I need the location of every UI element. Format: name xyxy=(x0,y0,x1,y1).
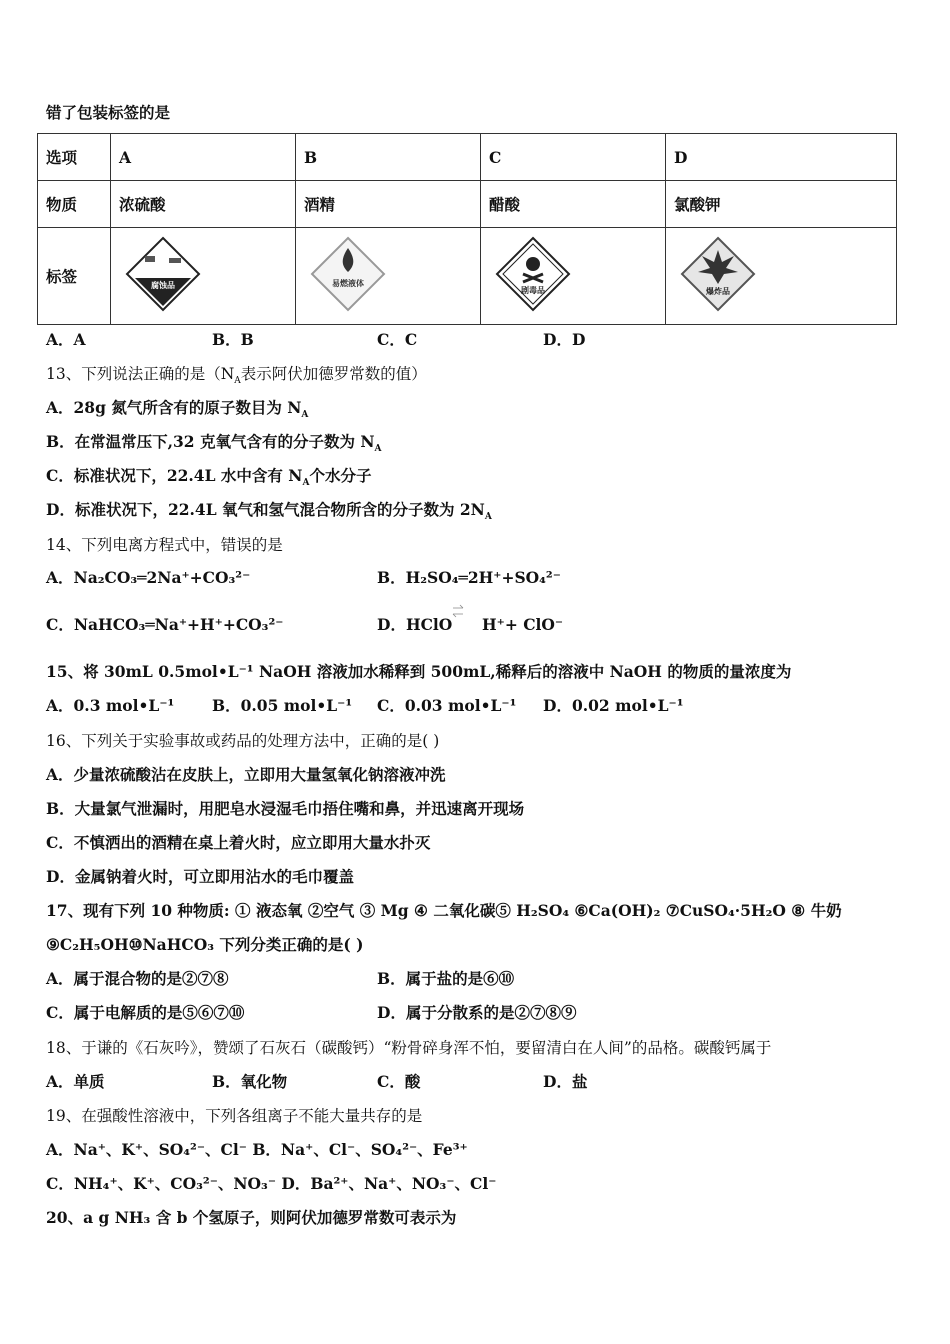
q14-choice-b: B．H₂SO₄═2H⁺+SO₄²⁻ xyxy=(377,568,561,587)
q13-a-sub: A xyxy=(301,410,309,421)
q16-choice-a: A．少量浓硫酸沾在皮肤上，立即用大量氢氧化钠溶液冲洗 xyxy=(46,765,446,784)
q17-choice-c: C．属于电解质的是⑤⑥⑦⑩ xyxy=(46,1003,245,1022)
q15-choice-b: B．0.05 mol•L⁻¹ xyxy=(212,696,353,715)
th-b: B xyxy=(296,134,481,181)
q17-choice-d: D．属于分散系的是②⑦⑧⑨ xyxy=(377,1003,577,1022)
substance-c: 醋酸 xyxy=(481,181,666,228)
q19-choices-cd: C．NH₄⁺、K⁺、CO₃²⁻、NO₃⁻ D．Ba²⁺、Na⁺、NO₃⁻、Cl⁻ xyxy=(46,1174,497,1193)
q15-choice-d: D．0.02 mol•L⁻¹ xyxy=(543,696,684,715)
q13-a-text: A．28g 氮气所含有的原子数目为 N xyxy=(46,398,302,417)
q17-choice-a: A．属于混合物的是②⑦⑧ xyxy=(46,969,229,988)
q13-stem xyxy=(46,364,427,391)
reversible-arrow-icon xyxy=(452,604,464,618)
flammable-label-text: 易燃液体 xyxy=(332,279,364,288)
q18-choice-b: B．氧化物 xyxy=(212,1072,288,1091)
q13-choice-b xyxy=(46,432,382,459)
q13-c-sub: A xyxy=(302,478,310,489)
substance-b: 酒精 xyxy=(296,181,481,228)
label-cell-c xyxy=(481,228,666,325)
q13-stem-sub: A xyxy=(234,376,241,387)
substance-a: 浓硫酸 xyxy=(111,181,296,228)
q18-choice-c: C．酸 xyxy=(377,1072,421,1091)
q14-choice-a: A．Na₂CO₃═2Na⁺+CO₃²⁻ xyxy=(46,568,251,587)
th-a: A xyxy=(111,134,296,181)
intro-text: 错了包装标签的是 xyxy=(46,103,171,122)
corrosive-label-text: 腐蚀品 xyxy=(151,281,175,290)
q13-b-sub: A xyxy=(374,444,382,455)
explosive-label-icon xyxy=(680,236,756,312)
options-table xyxy=(37,133,897,325)
q12-choice-a: A．A xyxy=(46,330,86,349)
label-cell-b xyxy=(296,228,481,325)
q13-choice-a xyxy=(46,398,308,425)
q16-choice-d: D．金属钠着火时，可立即用沾水的毛巾覆盖 xyxy=(46,867,354,886)
q13-c-tail: 个水分子 xyxy=(309,466,372,485)
q20-stem: 20、a g NH₃ 含 b 个氢原子，则阿伏加德罗常数可表示为 xyxy=(46,1208,457,1227)
flammable-label-icon xyxy=(310,236,386,312)
q13-choice-c xyxy=(46,466,371,493)
q18-choice-a: A．单质 xyxy=(46,1072,105,1091)
toxic-label-text: 剧毒品 xyxy=(521,286,545,295)
q15-stem: 15、将 30mL 0.5mol•L⁻¹ NaOH 溶液加水稀释到 500mL,稀释后的溶液中 NaOH 的物质的量浓度为 xyxy=(46,662,792,681)
q14-choice-c: C．NaHCO₃═Na⁺+H⁺+CO₃²⁻ xyxy=(46,615,284,634)
row-label-label: 标签 xyxy=(38,228,111,325)
q12-choice-c: C．C xyxy=(377,330,418,349)
q13-b-text: B．在常温常压下,32 克氧气含有的分子数为 N xyxy=(46,432,375,451)
q13-stem-b: 表示阿伏加德罗常数的值） xyxy=(240,365,427,383)
q14-choice-d-right: H⁺+ ClO⁻ xyxy=(482,615,564,634)
q13-c-text: C．标准状况下，22.4L 水中含有 N xyxy=(46,466,303,485)
q17-stem-line1: 17、现有下列 10 种物质: ① 液态氧 ②空气 ③ Mg ④ 二氧化碳⑤ H₂SO₄ ⑥Ca(OH)₂ ⑦CuSO₄·5H₂O ⑧ 牛奶 xyxy=(46,901,842,920)
q15-choice-c: C．0.03 mol•L⁻¹ xyxy=(377,696,517,715)
explosive-label-text: 爆炸品 xyxy=(706,287,730,296)
th-option: 选项 xyxy=(38,134,111,181)
q14-stem: 14、下列电离方程式中，错误的是 xyxy=(46,536,283,554)
q19-stem: 19、在强酸性溶液中，下列各组离子不能大量共存的是 xyxy=(46,1107,423,1125)
toxic-label-icon xyxy=(495,236,571,312)
q13-stem-a: 13、下列说法正确的是（N xyxy=(46,365,235,383)
th-c: C xyxy=(481,134,666,181)
q13-d-sub: A xyxy=(484,512,492,523)
q16-choice-c: C．不慎洒出的酒精在桌上着火时，应立即用大量水扑灭 xyxy=(46,833,431,852)
row-substance-label: 物质 xyxy=(38,181,111,228)
q19-choices-ab: A．Na⁺、K⁺、SO₄²⁻、Cl⁻ B．Na⁺、Cl⁻、SO₄²⁻、Fe³⁺ xyxy=(46,1140,468,1159)
q14-choice-d-left: D．HClO xyxy=(377,615,453,634)
q12-choice-d: D．D xyxy=(543,330,586,349)
q17-choice-b: B．属于盐的是⑥⑩ xyxy=(377,969,515,988)
q13-d-text: D．标准状况下，22.4L 氧气和氢气混合物所含的分子数为 2N xyxy=(46,500,485,519)
q18-choice-d: D．盐 xyxy=(543,1072,588,1091)
q12-choice-b: B．B xyxy=(212,330,254,349)
q16-stem: 16、下列关于实验事故或药品的处理方法中，正确的是( ) xyxy=(46,732,440,750)
label-cell-d xyxy=(666,228,897,325)
q16-choice-b: B．大量氯气泄漏时，用肥皂水浸湿毛巾捂住嘴和鼻，并迅速离开现场 xyxy=(46,799,525,818)
corrosive-label-icon xyxy=(125,236,201,312)
q13-choice-d xyxy=(46,500,492,527)
th-d: D xyxy=(666,134,897,181)
substance-d: 氯酸钾 xyxy=(666,181,897,228)
q18-stem: 18、于谦的《石灰吟》，赞颂了石灰石（碳酸钙）“粉骨碎身浑不怕，要留清白在人间”的品格。碳酸钙属于 xyxy=(46,1039,772,1057)
q17-stem-line2: ⑨C₂H₅OH⑩NaHCO₃ 下列分类正确的是( ) xyxy=(46,935,364,954)
q15-choice-a: A．0.3 mol•L⁻¹ xyxy=(46,696,175,715)
label-cell-a xyxy=(111,228,296,325)
